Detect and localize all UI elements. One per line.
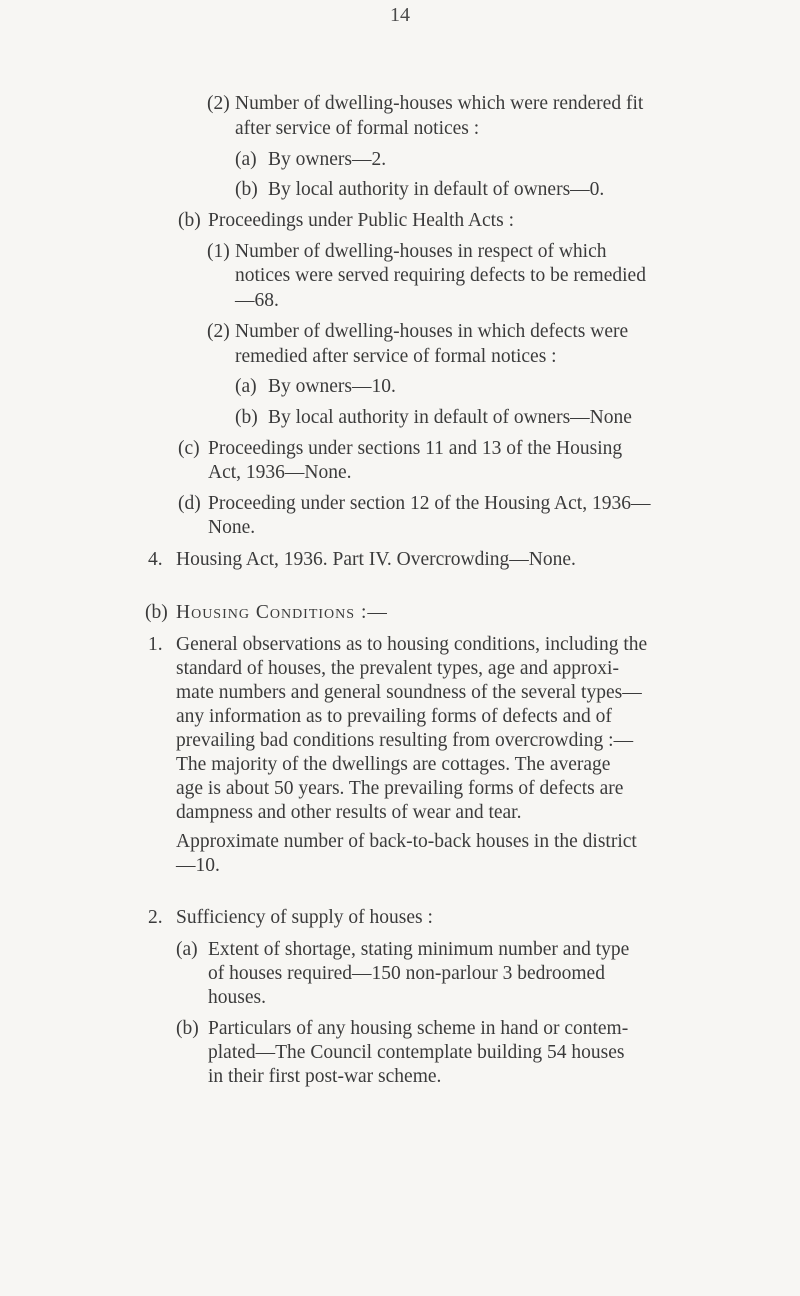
- page-number: 14: [390, 4, 410, 26]
- section-b-label: (b): [178, 210, 201, 231]
- section-2b-label: (b): [176, 1018, 199, 1039]
- housing-conditions-heading: Housing Conditions :—: [176, 602, 388, 623]
- section-1-label: 1.: [148, 634, 163, 655]
- section-b2-item-b-label: (b): [235, 407, 258, 428]
- section-1-line-3: mate numbers and general soundness of the several types—: [176, 682, 642, 703]
- section-d-label: (d): [178, 493, 201, 514]
- section-1-line-1: General observations as to housing conditions, including the: [176, 634, 648, 655]
- section-2b-line-1: Particulars of any housing scheme in hand or contem-: [208, 1018, 629, 1039]
- section-1-para-1-line-3: dampness and other results of wear and tear.: [176, 802, 522, 823]
- section-b1-label: (1): [207, 241, 230, 262]
- section-b2-line-2: remedied after service of formal notices :: [235, 346, 557, 367]
- section-b2-item-a-label: (a): [235, 376, 257, 397]
- section-b2-line-1: Number of dwelling-houses in which defects were: [235, 321, 629, 342]
- section-4-label: 4.: [148, 549, 163, 570]
- section-d-line-2: None.: [208, 517, 256, 538]
- section-2-heading: Sufficiency of supply of houses :: [176, 907, 433, 928]
- section-b1-line-1: Number of dwelling-houses in respect of which: [235, 241, 607, 262]
- section-a2-item-b-label: (b): [235, 179, 258, 200]
- section-1-para-1-line-1: The majority of the dwellings are cottages. The average: [176, 754, 611, 775]
- section-2a-line-2: of houses required—150 non-parlour 3 bedroomed: [208, 963, 605, 984]
- section-2b-line-2: plated—The Council contemplate building 54 houses: [208, 1042, 625, 1063]
- section-b2-item-b-text: By local authority in default of owners—None: [268, 407, 632, 428]
- section-2a-label: (a): [176, 939, 198, 960]
- section-c-line-2: Act, 1936—None.: [208, 462, 352, 483]
- section-a2-line-2: after service of formal notices :: [235, 118, 480, 139]
- section-b2-label: (2): [207, 321, 230, 342]
- section-a2-item-b-text: By local authority in default of owners—0.: [268, 179, 605, 200]
- section-1-line-2: standard of houses, the prevalent types, age and approxi-: [176, 658, 619, 679]
- section-2a-line-3: houses.: [208, 987, 266, 1008]
- section-1-para-2-line-1: Approximate number of back-to-back houses in the district: [176, 831, 637, 852]
- section-a2-label: (2): [207, 93, 230, 114]
- section-2-label: 2.: [148, 907, 163, 928]
- section-c-line-1: Proceedings under sections 11 and 13 of the Housing: [208, 438, 623, 459]
- section-1-para-2-line-2: —10.: [176, 855, 220, 876]
- section-b1-line-2: notices were served requiring defects to be remedied: [235, 265, 646, 286]
- section-4-text: Housing Act, 1936. Part IV. Overcrowding—None.: [176, 549, 576, 570]
- section-a2-item-a-label: (a): [235, 149, 257, 170]
- section-b-heading: Proceedings under Public Health Acts :: [208, 210, 514, 231]
- section-b2-item-a-text: By owners—10.: [268, 376, 396, 397]
- section-d-line-1: Proceeding under section 12 of the Housing Act, 1936—: [208, 493, 651, 514]
- section-1-para-1-line-2: age is about 50 years. The prevailing forms of defects are: [176, 778, 624, 799]
- section-c-label: (c): [178, 438, 200, 459]
- section-a2-line-1: Number of dwelling-houses which were rendered fit: [235, 93, 644, 114]
- section-1-line-5: prevailing bad conditions resulting from overcrowding :—: [176, 730, 634, 751]
- section-2b-line-3: in their first post-war scheme.: [208, 1066, 442, 1087]
- section-a2-item-a-text: By owners—2.: [268, 149, 387, 170]
- section-b1-line-3: —68.: [235, 290, 279, 311]
- housing-conditions-label: (b): [145, 602, 168, 623]
- section-1-line-4: any information as to prevailing forms of defects and of: [176, 706, 612, 727]
- section-2a-line-1: Extent of shortage, stating minimum number and type: [208, 939, 630, 960]
